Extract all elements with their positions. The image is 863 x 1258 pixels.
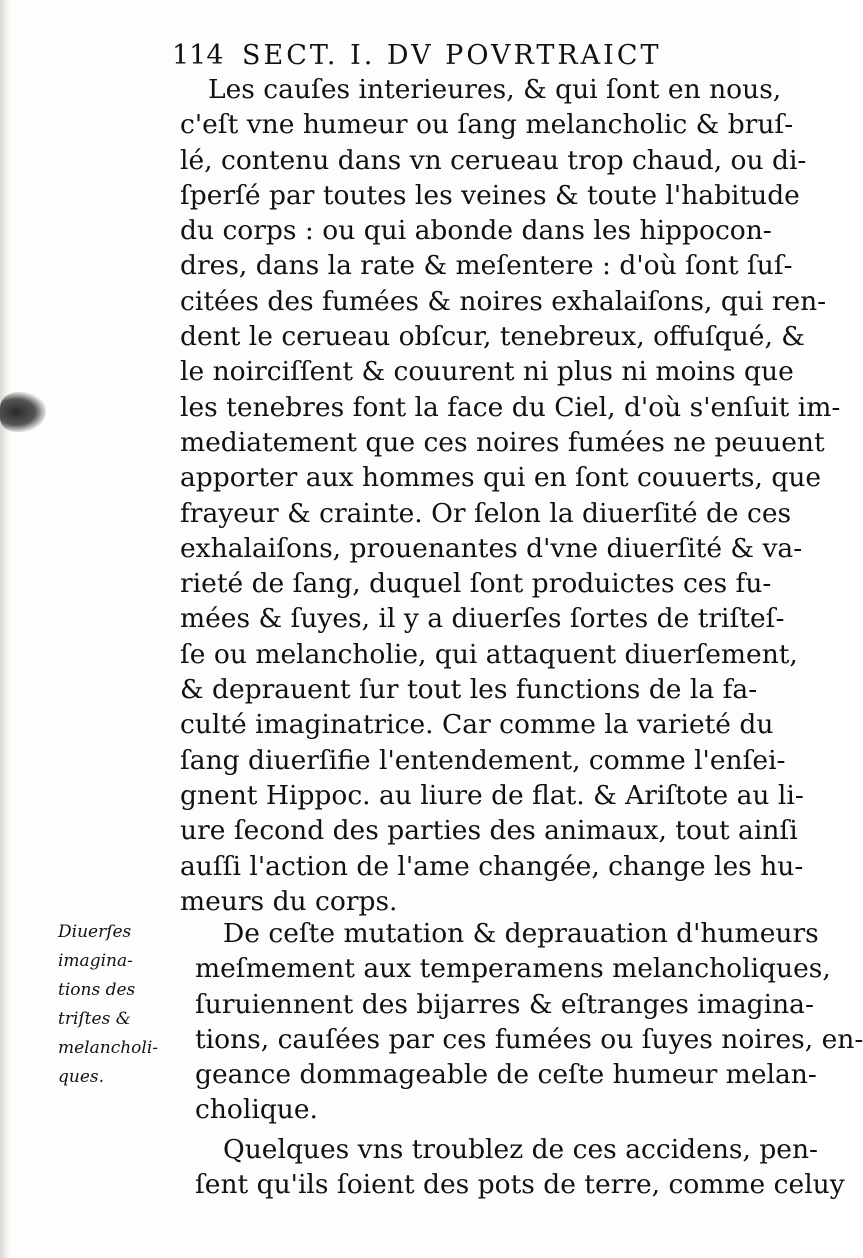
text-line: ſang diuerſifie l'entendement, comme l'enſei- <box>180 744 786 776</box>
paragraph-3 <box>195 1132 845 1203</box>
text-line: & deprauent ſur tout les functions de la fa- <box>180 674 758 706</box>
marginal-line: Diuerſes <box>58 922 132 942</box>
page-gutter-shadow <box>0 0 10 1258</box>
text-line: Quelques vns troublez de ces accidens, pen- <box>223 1134 818 1165</box>
marginal-line: tions des <box>58 980 136 1000</box>
text-line: geance dommageable de ceſte humeur melan- <box>195 1059 817 1091</box>
text-line: c'eſt vne humeur ou ſang melancholic & bruſ- <box>180 109 794 141</box>
text-line: lé, contenu dans vn cerueau trop chaud, ou di- <box>180 144 807 176</box>
paragraph-1 <box>180 72 841 919</box>
running-title: SECT. I. DV POVRTRAICT <box>242 40 662 71</box>
text-line: ſent qu'ils ſoient des pots de terre, comme celuy <box>195 1169 845 1201</box>
text-line: mediatement que ces noires fumées ne peuuent <box>180 426 825 458</box>
text-line: frayeur & crainte. Or ſelon la diuerſité de ces <box>180 497 792 529</box>
text-line: apporter aux hommes qui en ſont couuerts, que <box>180 462 822 494</box>
text-line: rieté de ſang, duquel ſont produictes ces fu- <box>180 568 772 600</box>
marginal-line: imagina- <box>58 951 133 971</box>
paragraph-2 <box>195 916 863 1128</box>
text-line: Les cauſes interieures, & qui ſont en nous, <box>208 74 782 105</box>
text-line: ſuruiennent des bijarres & eſtranges imagina- <box>195 988 814 1020</box>
marginal-line: triſtes & <box>58 1009 131 1029</box>
text-line: gnent Hippoc. au liure de flat. & Ariſtote au li- <box>180 779 804 811</box>
text-line: ure ſecond des parties des animaux, tout ainſi <box>180 815 798 847</box>
page-number: 114 <box>172 40 224 71</box>
text-line: citées des fumées & noires exhalaiſons, qui ren- <box>180 285 827 317</box>
text-line: dent le cerueau obſcur, tenebreux, offuſqué, & <box>180 321 805 353</box>
text-line: auſſi l'action de l'ame changée, change les hu- <box>180 850 804 882</box>
text-line: cholique. <box>195 1094 318 1126</box>
marginal-line: ques. <box>58 1067 105 1087</box>
text-line: culté imaginatrice. Car comme la varieté du <box>180 709 774 741</box>
marginal-note <box>58 918 183 1092</box>
text-line: ſperſé par toutes les veines & toute l'habitude <box>180 179 800 211</box>
text-line: mées & ſuyes, il y a diuerſes ſortes de triſteſ- <box>180 603 785 635</box>
text-line: De ceſte mutation & deprauation d'humeurs <box>223 918 819 949</box>
text-line: meurs du corps. <box>180 885 398 917</box>
text-line: du corps : ou qui abonde dans les hippocon- <box>180 215 772 247</box>
text-line: le noirciſſent & couurent ni plus ni moins que <box>180 356 794 388</box>
text-line: meſmement aux temperamens melancholiques, <box>195 953 831 985</box>
text-line: exhalaiſons, prouenantes d'vne diuerſité & va- <box>180 532 803 564</box>
text-line: ſe ou melancholie, qui attaquent diuerſement, <box>180 638 798 670</box>
running-header <box>172 38 732 74</box>
text-line: tions, cauſées par ces fumées ou ſuyes noires, en- <box>195 1023 863 1055</box>
text-line: les tenebres font la face du Ciel, d'où s'enſuit im- <box>180 391 841 423</box>
marginal-line: melancholi- <box>58 1038 159 1058</box>
text-line: dres, dans la rate & meſentere : d'où ſont ſuſ- <box>180 250 793 282</box>
ink-blot <box>0 392 46 432</box>
